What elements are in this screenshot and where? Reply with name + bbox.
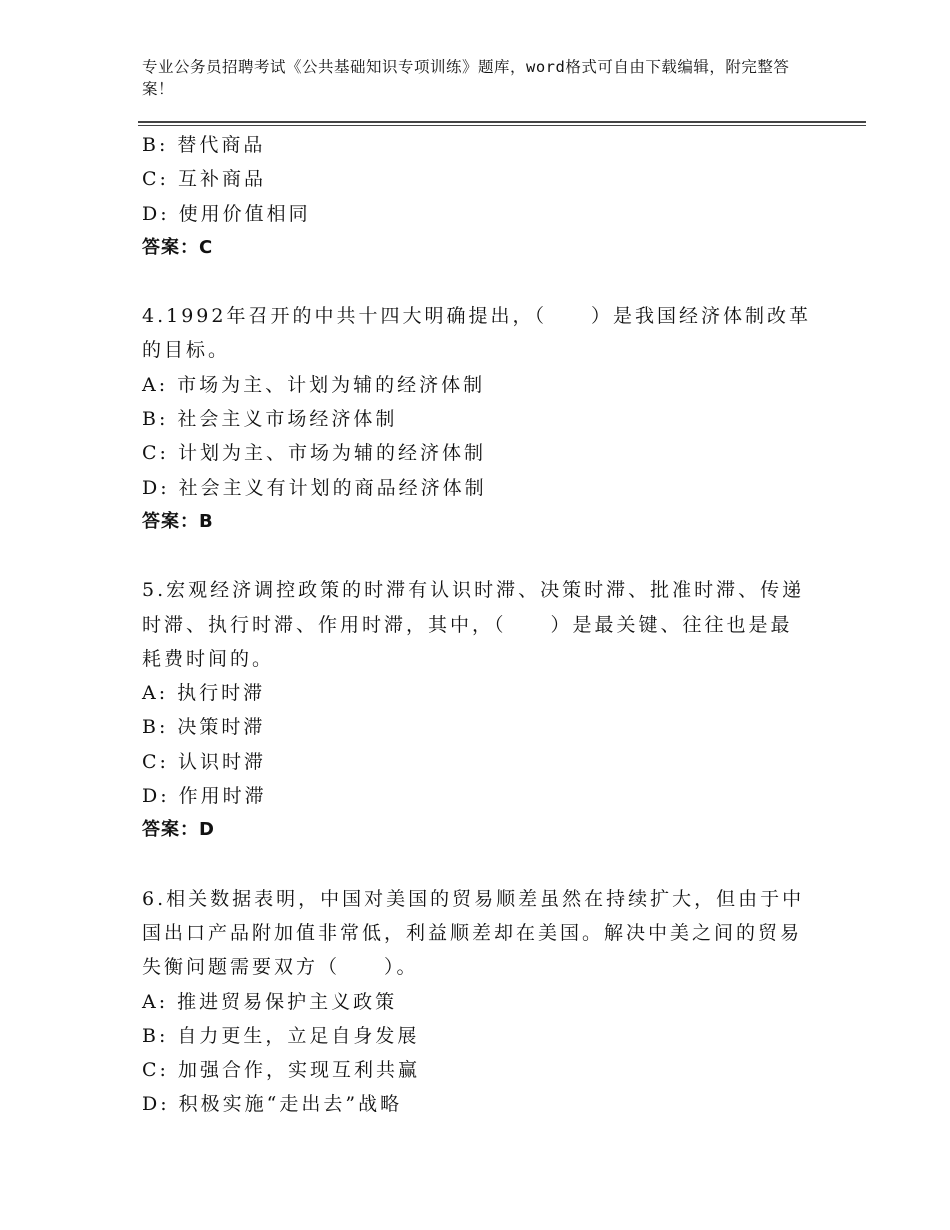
option-d: D: 作用时滞 bbox=[142, 785, 267, 808]
question-4 bbox=[142, 299, 812, 539]
question-6 bbox=[142, 882, 812, 1122]
option-a: A: 市场为主、计划为辅的经济体制 bbox=[142, 373, 486, 396]
question-5 bbox=[142, 573, 812, 847]
answer-label: 答案：C bbox=[142, 236, 214, 258]
document-header-note: 专业公务员招聘考试《公共基础知识专项训练》题库，word格式可自由下载编辑，附完整答案！ bbox=[142, 58, 790, 98]
option-c: C: 计划为主、市场为辅的经济体制 bbox=[142, 442, 486, 465]
option-d: D: 使用价值相同 bbox=[142, 202, 311, 225]
question-stem: 4.1992年召开的中共十四大明确提出，（ ）是我国经济体制改革的目标。 bbox=[142, 305, 811, 362]
question-list bbox=[142, 128, 812, 1122]
previous-question-tail bbox=[142, 128, 812, 265]
option-d: D: 积极实施“走出去”战略 bbox=[142, 1093, 403, 1116]
option-b: B: 决策时滞 bbox=[142, 716, 266, 739]
option-c: C: 互补商品 bbox=[142, 168, 266, 191]
option-c: C: 加强合作，实现互利共赢 bbox=[142, 1059, 420, 1082]
header-divider-thin bbox=[138, 125, 866, 126]
question-stem: 5.宏观经济调控政策的时滞有认识时滞、决策时滞、批准时滞、传递时滞、执行时滞、作用时滞，其中，（ ）是最关键、往往也是最耗费时间的。 bbox=[142, 579, 805, 670]
option-a: A: 推进贸易保护主义政策 bbox=[142, 990, 398, 1013]
answer-label: 答案：B bbox=[142, 510, 214, 532]
option-d: D: 社会主义有计划的商品经济体制 bbox=[142, 476, 487, 499]
question-stem: 6.相关数据表明，中国对美国的贸易顺差虽然在持续扩大，但由于中国出口产品附加值非常低，利益顺差却在美国。解决中美之间的贸易失衡问题需要双方（ ）。 bbox=[142, 887, 805, 979]
answer-label: 答案：D bbox=[142, 819, 215, 841]
header-divider bbox=[138, 121, 866, 123]
option-a: A: 执行时滞 bbox=[142, 682, 266, 705]
option-b: B: 社会主义市场经济体制 bbox=[142, 408, 398, 431]
option-c: C: 认识时滞 bbox=[142, 750, 266, 773]
option-b: B: 替代商品 bbox=[142, 134, 266, 156]
option-b: B: 自力更生，立足自身发展 bbox=[142, 1024, 420, 1047]
